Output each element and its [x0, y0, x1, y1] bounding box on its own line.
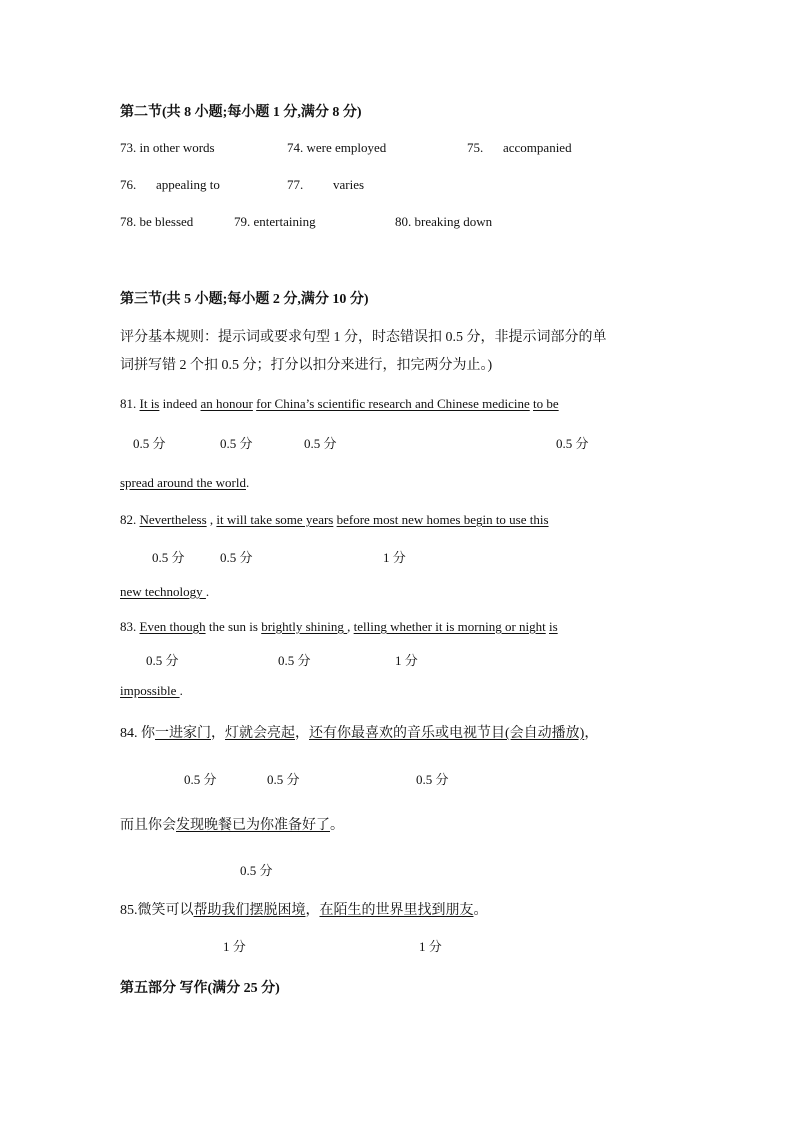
scoring-rule-line1: 评分基本规则：提示词或要求句型 1 分，时态错误扣 0.5 分，非提示词部分的单 [120, 330, 607, 345]
question-84-continuation [120, 814, 344, 834]
scored-phrase: to be [533, 396, 559, 411]
scored-phrase: It is [139, 396, 160, 411]
scoring-rule-line2: 词拼写错 2 个扣 0.5 分；打分以扣分来进行，扣完两分为止。) [120, 358, 493, 373]
answer-75: accompanied [503, 140, 572, 155]
question-number: 83. [120, 619, 137, 634]
question-84 [120, 722, 598, 742]
plain-text: 微笑可以 [137, 903, 194, 918]
answer-79: 79. entertaining [234, 214, 316, 229]
scored-phrase: an honour [200, 396, 253, 411]
plain-text: ， [211, 726, 225, 741]
section2-heading: 第二节(共 8 小题;每小题 1 分,满分 8 分) [120, 105, 362, 120]
scored-phrase: 还有你最喜欢的音乐或电视节目(会自动播放) [309, 726, 585, 741]
mark-label: 0.5 分 [220, 550, 253, 565]
question-81-continuation [120, 475, 249, 491]
mark-label: 0.5 分 [416, 772, 449, 787]
answer-77: varies [333, 177, 365, 192]
scored-phrase: 发现晚餐已为你准备好了 [176, 818, 330, 833]
plain-text: . [246, 475, 250, 490]
answer-76-number: 76. [120, 177, 137, 192]
answer-75-number: 75. [467, 140, 484, 155]
scored-phrase: for China’s scientific research and Chinese medicine [256, 396, 530, 411]
mark-label: 0.5 分 [556, 436, 589, 451]
plain-text: ， [584, 726, 599, 741]
scored-phrase: impossible [120, 683, 180, 698]
plain-text: ， [295, 726, 309, 741]
mark-label: 0.5 分 [146, 653, 179, 668]
question-82 [120, 512, 549, 528]
scored-phrase: 在陌生的世界里找到朋友 [319, 903, 474, 918]
mark-label: 1 分 [395, 653, 418, 668]
mark-label: 1 分 [223, 939, 246, 954]
mark-label: 0.5 分 [152, 550, 185, 565]
answer-73: 73. in other words [120, 140, 215, 155]
mark-label: 1 分 [383, 550, 406, 565]
plain-text: 。 [473, 903, 488, 918]
scored-phrase: it will take some years [216, 512, 334, 527]
plain-text: 而且你会 [120, 818, 176, 833]
scored-phrase: brightly shining [261, 619, 348, 634]
plain-text: the sun is [205, 619, 262, 634]
plain-text: indeed [159, 396, 201, 411]
mark-label: 0.5 分 [133, 436, 166, 451]
question-number: 82. [120, 512, 137, 527]
mark-label: 0.5 分 [278, 653, 311, 668]
question-83-continuation [120, 683, 183, 699]
question-number: 85. [120, 903, 138, 918]
mark-label: 0.5 分 [184, 772, 217, 787]
plain-text: . [179, 683, 183, 698]
scored-phrase: new technology [120, 584, 206, 599]
question-83 [120, 619, 558, 635]
plain-text: ， [305, 903, 320, 918]
scored-phrase: spread around the world [120, 475, 246, 490]
question-number: 84. [120, 726, 138, 741]
question-82-continuation [120, 584, 209, 600]
answer-77-number: 77. [287, 177, 304, 192]
scored-phrase: telling whether it is morning or night [353, 619, 546, 634]
plain-text: , [347, 619, 354, 634]
scored-phrase: 一进家门 [155, 726, 211, 741]
plain-text: 你 [141, 726, 155, 741]
answer-76: appealing to [156, 177, 220, 192]
mark-label: 1 分 [419, 939, 442, 954]
answer-80: 80. breaking down [395, 214, 493, 229]
part5-heading: 第五部分 写作(满分 25 分) [120, 981, 280, 996]
question-number: 81. [120, 396, 137, 411]
mark-label: 0.5 分 [240, 863, 273, 878]
answer-74: 74. were employed [287, 140, 387, 155]
scored-phrase: 帮助我们摆脱困境 [193, 903, 306, 918]
question-85 [120, 899, 488, 919]
scored-phrase: Nevertheless [139, 512, 207, 527]
scored-phrase: Even though [139, 619, 206, 634]
plain-text: , [206, 512, 217, 527]
mark-label: 0.5 分 [267, 772, 300, 787]
question-81 [120, 396, 559, 412]
plain-text: . [205, 584, 210, 599]
scored-phrase: before most new homes begin to use this [336, 512, 549, 527]
scored-phrase: 灯就会亮起 [225, 726, 295, 741]
plain-text: 。 [330, 818, 344, 833]
mark-label: 0.5 分 [220, 436, 253, 451]
answer-78: 78. be blessed [120, 214, 194, 229]
section3-heading: 第三节(共 5 小题;每小题 2 分,满分 10 分) [120, 292, 369, 307]
mark-label: 0.5 分 [304, 436, 337, 451]
scored-phrase: is [549, 619, 558, 634]
